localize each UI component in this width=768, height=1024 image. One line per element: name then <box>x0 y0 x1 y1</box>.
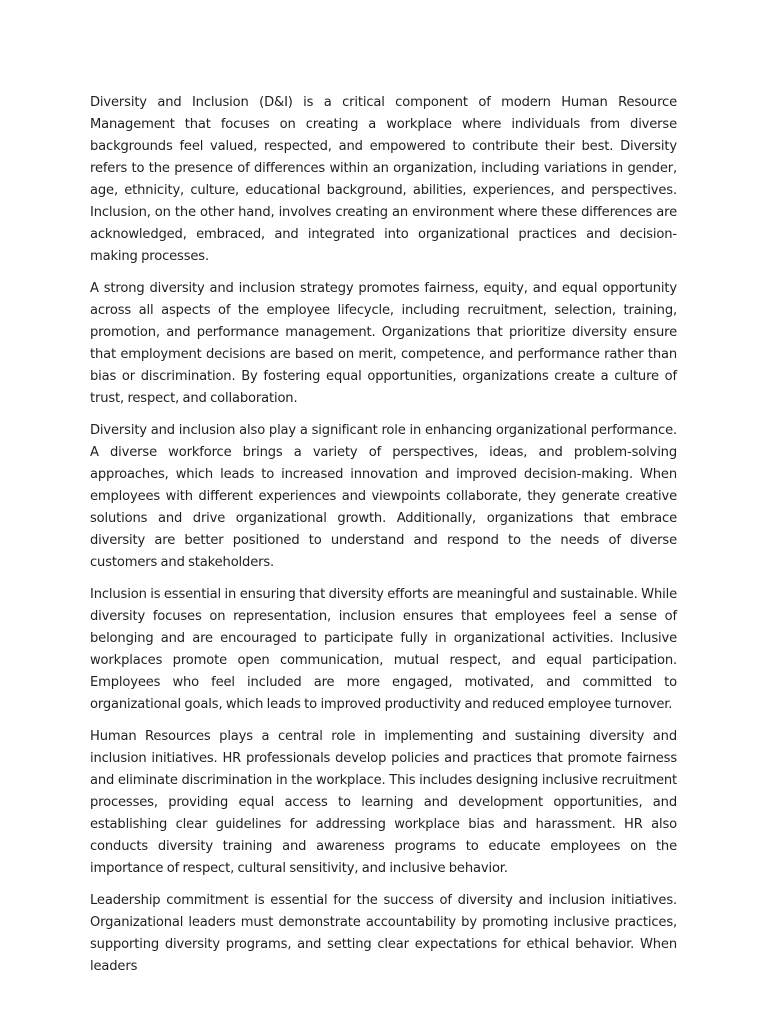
paragraph-leadership: Leadership commitment is essential for the success of diversity and inclusion initiatives. Organizational leaders must demonstrate accountability by promoting inclusive practices, supporting diversity programs, and setting clear expectations for ethical behavior. When leaders <box>90 893 677 974</box>
paragraph-performance: Diversity and inclusion also play a significant role in enhancing organizational performance. A diverse workforce brings a variety of perspectives, ideas, and problem-solving approaches, which leads to increased innovation and improved decision-making. When employees with different experiences and viewpoints collaborate, they generate creative solutions and drive organizational growth. Additionally, organizations that embrace diversity are better positioned to understand and respond to the needs of diverse customers and stakeholders. <box>90 423 677 570</box>
paragraph-human-resources: Human Resources plays a central role in implementing and sustaining diversity and inclusion initiatives. HR professionals develop policies and practices that promote fairness and eliminate discrimination in the workplace. This includes designing inclusive recruitment processes, providing equal access to learning and development opportunities, and establishing clear guidelines for addressing workplace bias and harassment. HR also conducts diversity training and awareness programs to educate employees on the importance of respect, cultural sensitivity, and inclusive behavior. <box>90 729 677 876</box>
paragraph-intro: Diversity and Inclusion (D&I) is a critical component of modern Human Resource Management that focuses on creating a workplace where individuals from diverse backgrounds feel valued, respected, and empowered to contribute their best. Diversity refers to the presence of differences within an organization, including variations in gender, age, ethnicity, culture, educational background, abilities, experiences, and perspectives. Inclusion, on the other hand, involves creating an environment where these differences are acknowledged, embraced, and integrated into organizational practices and decision-making processes. <box>90 95 677 264</box>
document-body <box>90 92 677 988</box>
paragraph-strategy: A strong diversity and inclusion strategy promotes fairness, equity, and equal opportunity across all aspects of the employee lifecycle, including recruitment, selection, training, promotion, and performance management. Organizations that prioritize diversity ensure that employment decisions are based on merit, competence, and performance rather than bias or discrimination. By fostering equal opportunities, organizations create a culture of trust, respect, and collaboration. <box>90 281 677 406</box>
paragraph-inclusion: Inclusion is essential in ensuring that diversity efforts are meaningful and sustainable. While diversity focuses on representation, inclusion ensures that employees feel a sense of belonging and are encouraged to participate fully in organizational activities. Inclusive workplaces promote open communication, mutual respect, and equal participation. Employees who feel included are more engaged, motivated, and committed to organizational goals, which leads to improved productivity and reduced employee turnover. <box>90 587 677 712</box>
